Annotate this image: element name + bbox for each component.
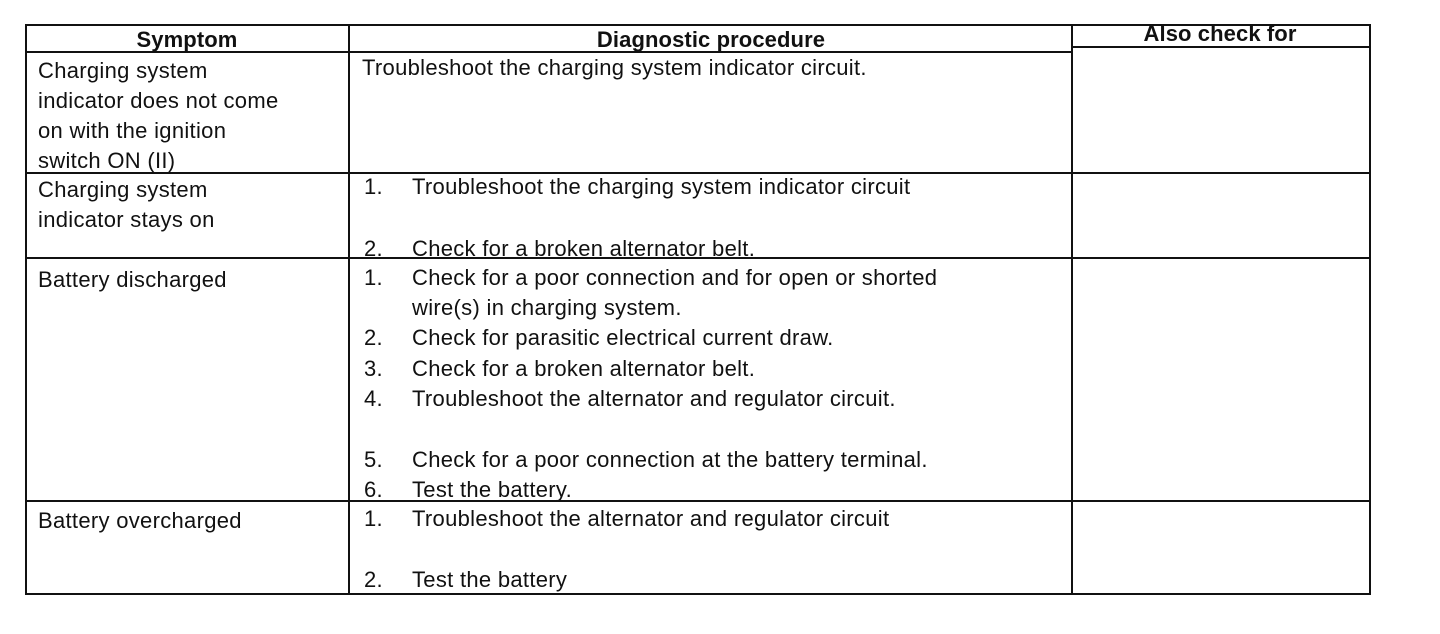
step-text: Check for a broken alternator belt. <box>412 356 756 381</box>
step-text: Check for a broken alternator belt. <box>412 236 756 261</box>
step-text: Troubleshoot the charging system indicator circuit <box>412 174 911 199</box>
step-number: 1. <box>364 265 383 290</box>
header-also-check-for: Also check for <box>1143 21 1297 46</box>
step-number: 4. <box>364 386 383 411</box>
step-number: 5. <box>364 447 383 472</box>
symptom-cell <box>38 506 242 536</box>
header-symptom: Symptom <box>136 27 238 52</box>
step-text: wire(s) in charging system. <box>412 295 682 320</box>
header-diagnostic-procedure: Diagnostic procedure <box>596 27 826 52</box>
symptom-line: indicator stays on <box>38 207 215 232</box>
symptom-line: on with the ignition <box>38 118 227 143</box>
step-text: Check for parasitic electrical current draw. <box>412 325 834 350</box>
symptom-line: indicator does not come <box>38 88 279 113</box>
step-number: 2. <box>364 567 383 592</box>
column-divider <box>1071 26 1073 593</box>
step-text: Check for a poor connection at the battery terminal. <box>412 447 928 472</box>
procedure-text: Troubleshoot the charging system indicator circuit. <box>362 55 867 80</box>
symptom-cell <box>38 56 278 176</box>
row-divider <box>27 500 1369 502</box>
step-number: 1. <box>364 506 383 531</box>
step-number: 2. <box>364 236 383 261</box>
step-text: Troubleshoot the alternator and regulator circuit <box>412 506 890 531</box>
step-number: 6. <box>364 477 383 502</box>
symptom-cell <box>38 175 215 235</box>
step-number: 1. <box>364 174 383 199</box>
symptom-line: Charging system <box>38 177 208 202</box>
symptom-cell <box>38 265 227 295</box>
symptom-line: Battery overcharged <box>38 508 242 533</box>
step-number: 3. <box>364 356 383 381</box>
symptom-line: Charging system <box>38 58 208 83</box>
column-divider <box>348 26 350 593</box>
step-number: 2. <box>364 325 383 350</box>
step-text: Troubleshoot the alternator and regulator circuit. <box>412 386 896 411</box>
diagnostic-table <box>25 21 1371 595</box>
step-text: Test the battery. <box>412 477 572 502</box>
symptom-line: switch ON (II) <box>38 148 176 173</box>
step-text: Test the battery <box>412 567 568 592</box>
step-text: Check for a poor connection and for open or shorted <box>412 265 938 290</box>
symptom-line: Battery discharged <box>38 267 227 292</box>
